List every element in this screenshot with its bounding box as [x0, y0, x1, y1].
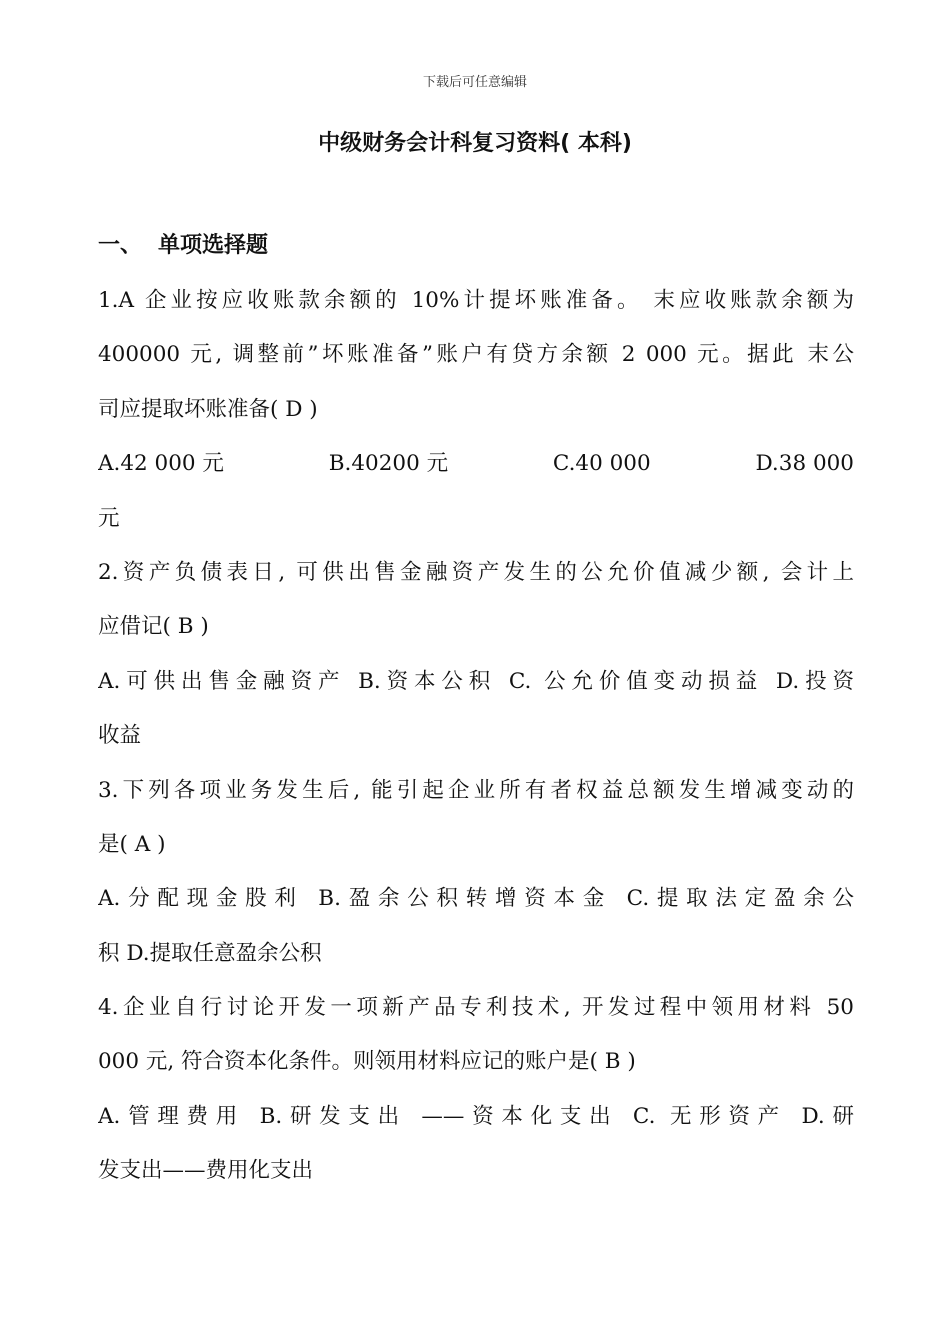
question-1-line-2: 400000 元, 调整前”坏账准备”账户有贷方余额 2 000 元。据此 末公 — [98, 342, 854, 368]
header-note: 下载后可任意编辑 — [422, 75, 527, 90]
question-3-options-tail: 积 D.提取任意盈余公积 — [98, 940, 322, 966]
question-3 — [98, 764, 854, 982]
question-1 — [98, 274, 854, 546]
question-2 — [98, 546, 854, 764]
question-2-options: A.可供出售金融资产 B.资本公积 C. 公允价值变动损益 D.投资 — [98, 668, 854, 694]
question-4-options-tail: 发支出——费用化支出 — [98, 1158, 314, 1184]
question-4-line-1: 4.企业自行讨论开发一项新产品专利技术, 开发过程中领用材料 50 — [98, 995, 854, 1021]
question-4-line-2: 000 元, 符合资本化条件。则领用材料应记的账户是( B ) — [98, 1049, 636, 1075]
option-b: B.40200 元 — [328, 451, 449, 477]
question-2-options-tail: 收益 — [98, 723, 142, 749]
question-2-line-2: 应借记( B ) — [98, 614, 209, 640]
option-c: C.40 000 — [552, 451, 651, 477]
option-a: A.42 000 元 — [98, 451, 224, 477]
question-3-line-1: 3.下列各项业务发生后, 能引起企业所有者权益总额发生增减变动的 — [98, 777, 854, 803]
option-d: D.38 000 — [755, 451, 854, 477]
question-3-line-2: 是( A ) — [98, 831, 166, 857]
question-3-options: A.分配现金股利 B.盈余公积转增资本金 C.提取法定盈余公 — [98, 886, 854, 912]
section-label: 单项选择题 — [158, 233, 269, 258]
question-1-line-1: 1.A 企业按应收账款余额的 10%计提坏账准备。 末应收账款余额为 — [98, 288, 854, 313]
section-number: 一、 — [98, 233, 143, 258]
question-4-options: A.管理费用 B.研发支出 ——资本化支出 C. 无形资产 D.研 — [98, 1103, 854, 1129]
question-1-options-tail: 元 — [98, 505, 120, 531]
document-title: 中级财务会计科复习资料( 本科) — [318, 131, 632, 156]
question-1-line-3: 司应提取坏账准备( D ) — [98, 396, 318, 422]
section-heading — [98, 218, 854, 274]
question-4 — [98, 981, 854, 1199]
document-body — [98, 218, 854, 1199]
question-1-options — [98, 437, 854, 491]
question-2-line-1: 2.资产负债表日, 可供出售金融资产发生的公允价值减少额, 会计上 — [98, 559, 854, 585]
